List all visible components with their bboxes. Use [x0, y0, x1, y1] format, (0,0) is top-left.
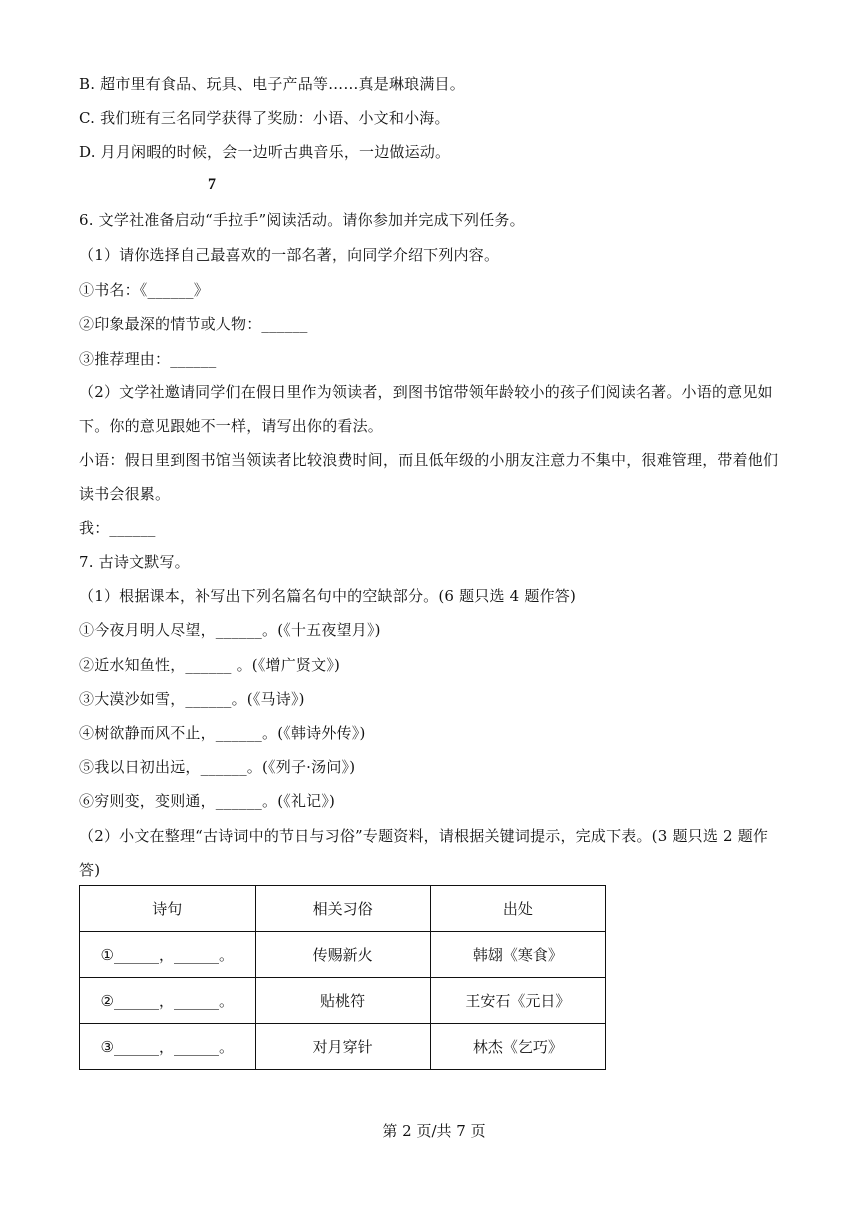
question-6-part-2b: 下。你的意见跟她不一样，请写出你的看法。 — [79, 417, 384, 435]
stray-number: 7 — [208, 176, 216, 193]
option-b: B. 超市里有食品、玩具、电子产品等……真是琳琅满目。 — [79, 75, 465, 93]
book-name-line: ①书名：《______》 — [79, 281, 209, 299]
table-cell: ②______，______。 — [80, 978, 256, 1024]
table-cell: ①______，______。 — [80, 932, 256, 978]
table-cell: 韩翃《寒食》 — [430, 932, 605, 978]
table-cell: 贴桃符 — [255, 978, 430, 1024]
poem-line-6: ⑥穷则变，变则通，______。(《礼记》) — [79, 792, 336, 810]
xiaoyu-opinion-a: 小语：假日里到图书馆当领读者比较浪费时间，而且低年级的小朋友注意力不集中，很难管理，带着他们 — [79, 451, 779, 469]
poem-line-3: ③大漠沙如雪，______。(《马诗》) — [79, 690, 305, 708]
table-row — [80, 932, 606, 978]
table-header-row — [80, 886, 606, 932]
poem-line-4: ④树欲静而风不止，______。(《韩诗外传》) — [79, 724, 366, 742]
festival-customs-table — [79, 885, 606, 1070]
page-footer: 第 2 页/共 7 页 — [382, 1122, 486, 1140]
table-cell: 林杰《乞巧》 — [430, 1024, 605, 1070]
option-d: D. 月月闲暇的时候，会一边听古典音乐，一边做运动。 — [79, 143, 451, 161]
question-7-part-2a: （2）小文在整理“古诗词中的节日与习俗”专题资料，请根据关键词提示，完成下表。(3 题只选 2 题作 — [79, 827, 769, 845]
table-cell: 王安石《元日》 — [430, 978, 605, 1024]
table-cell: ③______，______。 — [80, 1024, 256, 1070]
table-row — [80, 978, 606, 1024]
my-opinion-line: 我：______ — [79, 519, 156, 537]
question-7-part-1: （1）根据课本，补写出下列名篇名句中的空缺部分。(6 题只选 4 题作答) — [79, 587, 577, 605]
poem-line-2: ②近水知鱼性，______ 。(《增广贤文》) — [79, 656, 341, 674]
question-6-part-2a: （2）文学社邀请同学们在假日里作为领读者，到图书馆带领年龄较小的孩子们阅读名著。小语的意见如 — [79, 383, 773, 401]
impression-line: ②印象最深的情节或人物：______ — [79, 315, 308, 333]
poem-line-5: ⑤我以日初出远，______。(《列子·汤问》) — [79, 758, 356, 776]
table-cell: 传赐新火 — [255, 932, 430, 978]
question-6: 6. 文学社准备启动“手拉手”阅读活动。请你参加并完成下列任务。 — [79, 211, 525, 229]
poem-line-1: ①今夜月明人尽望，______。(《十五夜望月》) — [79, 621, 381, 639]
question-6-part-1: （1）请你选择自己最喜欢的一部名著，向同学介绍下列内容。 — [79, 246, 500, 264]
table-header: 出处 — [430, 886, 605, 932]
table-header: 相关习俗 — [255, 886, 430, 932]
reason-line: ③推荐理由：______ — [79, 350, 217, 368]
question-7: 7. 古诗文默写。 — [79, 553, 190, 571]
table-row — [80, 1024, 606, 1070]
table-cell: 对月穿针 — [255, 1024, 430, 1070]
option-c: C. 我们班有三名同学获得了奖励：小语、小文和小海。 — [79, 109, 450, 127]
question-7-part-2b: 答) — [79, 861, 101, 879]
table-header: 诗句 — [80, 886, 256, 932]
xiaoyu-opinion-b: 读书会很累。 — [79, 485, 171, 503]
